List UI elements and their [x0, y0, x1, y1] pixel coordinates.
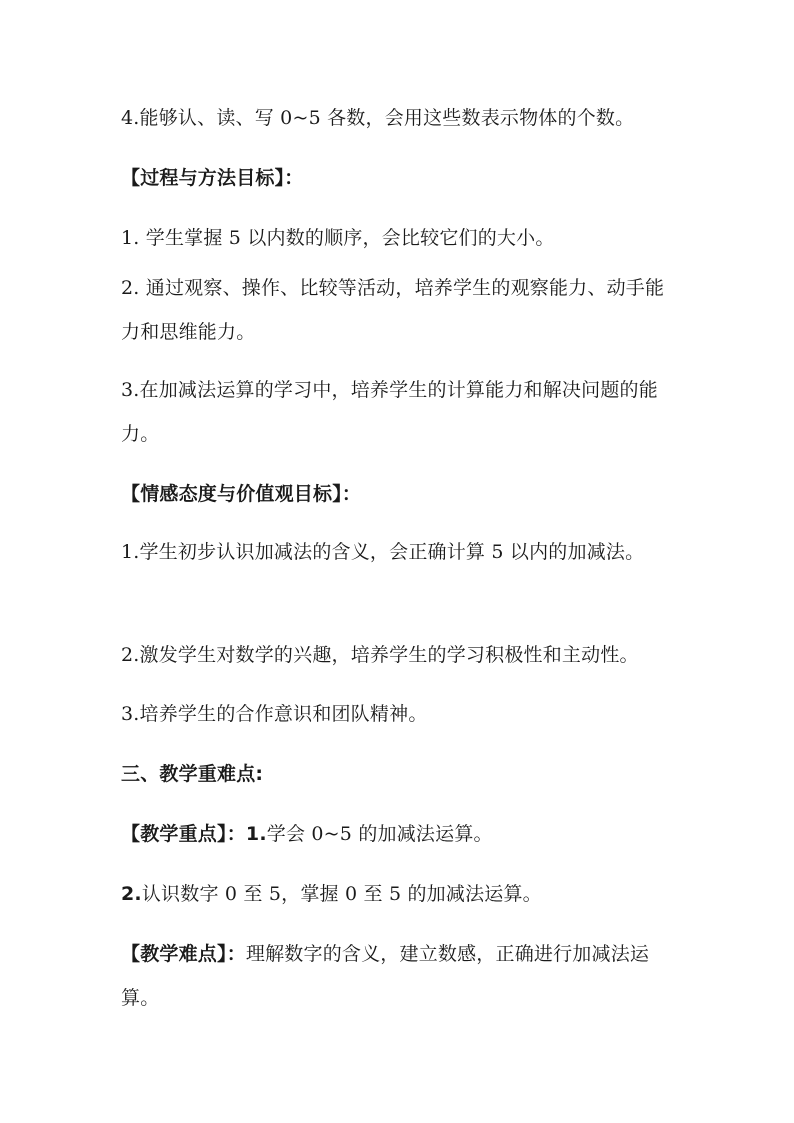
key-point-2-text: 认识数字 0 至 5，掌握 0 至 5 的加减法运算。	[141, 883, 542, 905]
key-point-line-2	[121, 882, 681, 906]
objective-item-4: 4.能够认、读、写 0~5 各数，会用这些数表示物体的个数。	[121, 107, 635, 129]
heading-key-difficult-points: 三、教学重难点:	[121, 763, 264, 785]
key-point-label: 【教学重点】：1.	[121, 823, 267, 845]
difficulty-label: 【教学难点】：	[121, 943, 246, 965]
key-point-line-1	[121, 822, 681, 846]
emotion-item-1: 1.学生初步认识加减法的含义，会正确计算 5 以内的加减法。	[121, 541, 645, 563]
heading-process-method-goals: 【过程与方法目标】：	[121, 167, 304, 189]
key-point-text: 学会 0~5 的加减法运算。	[266, 823, 493, 845]
emotion-item-2: 2.激发学生对数学的兴趣，培养学生的学习积极性和主动性。	[121, 644, 639, 666]
process-item-3: 3.在加减法运算的学习中，培养学生的计算能力和解决问题的能力。	[121, 379, 658, 445]
key-point-2-number: 2.	[121, 883, 142, 905]
process-item-1: 1. 学生掌握 5 以内数的顺序，会比较它们的大小。	[121, 227, 555, 249]
difficulty-text: 理解数字的含义，建立数感，正确进行加减法运算。	[121, 943, 650, 1009]
emotion-item-3: 3.培养学生的合作意识和团队精神。	[121, 703, 428, 725]
process-item-2: 2. 通过观察、操作、比较等活动，培养学生的观察能力、动手能力和思维能力。	[121, 277, 665, 343]
heading-emotion-value-goals: 【情感态度与价值观目标】：	[121, 483, 362, 505]
difficulty-line	[121, 932, 681, 1020]
